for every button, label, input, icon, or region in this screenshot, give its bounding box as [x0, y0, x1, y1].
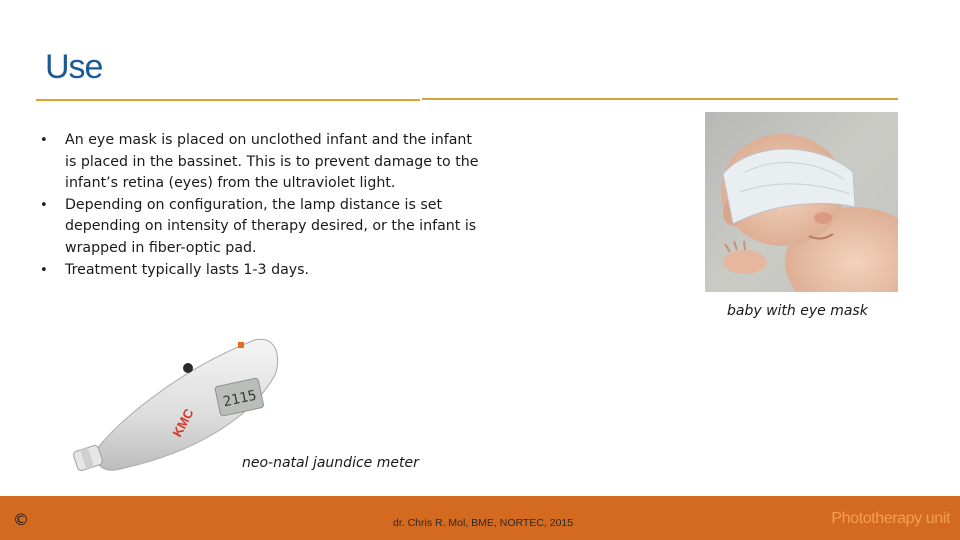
copyright-symbol: ©	[13, 510, 29, 529]
meter-display: 2115	[221, 387, 258, 411]
bullet-list	[40, 130, 480, 281]
meter-caption: neo-natal jaundice meter	[242, 455, 419, 471]
bullet-text: An eye mask is placed on unclothed infant and the infant is placed in the bassinet. This is to prevent damage to the infant’s retina (eyes) from the ultraviolet light.	[65, 132, 479, 192]
slide-title: Use	[45, 48, 103, 86]
title-underline-right	[422, 98, 898, 100]
meter-brand-logo: KMC	[169, 406, 197, 440]
footer-credit: dr. Chris R. Mol, BME, NORTEC, 2015	[393, 517, 574, 529]
bullet-item	[40, 130, 480, 195]
bullet-text: Treatment typically lasts 1-3 days.	[65, 261, 310, 278]
baby-eye-mask-photo	[705, 112, 898, 292]
footer-section-title: Phototherapy unit	[831, 510, 950, 527]
bullet-text: Depending on configuration, the lamp distance is set depending on intensity of therapy desired, or the infant is wrapped in fiber-optic pad.	[65, 196, 477, 256]
bullet-item	[40, 260, 480, 282]
baby-photo-caption: baby with eye mask	[727, 303, 868, 319]
bullet-item	[40, 195, 480, 260]
title-underline-left	[36, 99, 420, 101]
